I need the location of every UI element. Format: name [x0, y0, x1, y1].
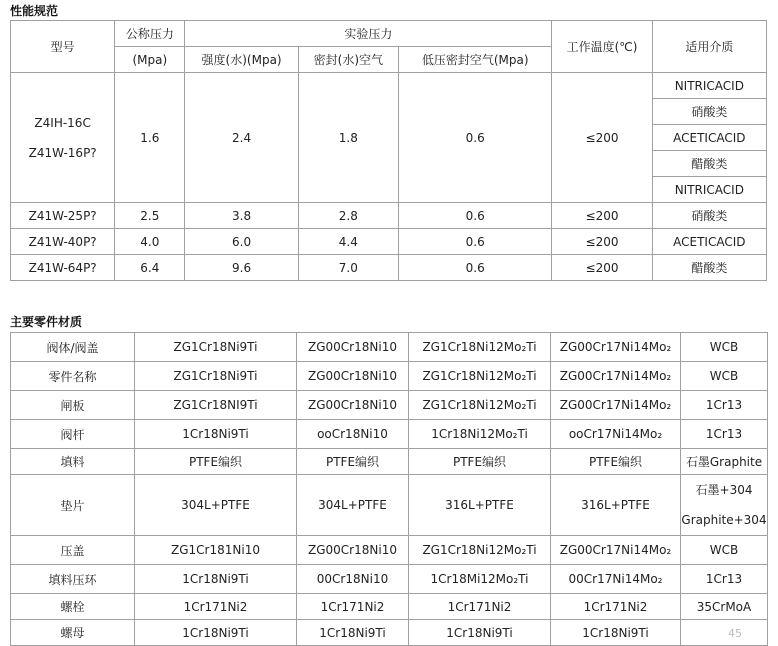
material-alt-line-1: 石墨+304: [695, 483, 753, 497]
parts-table: [10, 332, 768, 646]
table-row: [11, 203, 767, 229]
table-row: [11, 391, 768, 420]
part-name-cell: 螺母: [11, 620, 135, 646]
material-316l-cell: ZG00Cr17Ni14Mo₂: [551, 333, 681, 362]
model-line-2: Z41W-16P?: [28, 145, 97, 160]
material-316l-cell: 1Cr171Ni2: [551, 594, 681, 620]
header-working-temp: 工作温度(℃): [552, 21, 652, 73]
media-cell: ACETICACID: [652, 229, 766, 255]
material-304-cell: ZG1Cr18Ni9Ti: [135, 362, 297, 391]
media-cell: 硝酸类: [652, 99, 766, 125]
material-alt-cell: WCB: [681, 362, 768, 391]
material-316-cell: 1Cr18Ni9Ti: [409, 620, 551, 646]
watermark: 45: [728, 627, 742, 640]
part-name-cell: 零件名称: [11, 362, 135, 391]
material-alt-cell: 1Cr13: [681, 391, 768, 420]
material-316-cell: 1Cr171Ni2: [409, 594, 551, 620]
strength-cell: 9.6: [185, 255, 298, 281]
material-304-cell: 1Cr171Ni2: [135, 594, 297, 620]
material-alt-cell: WCB: [681, 536, 768, 565]
strength-cell: 6.0: [185, 229, 298, 255]
header-seal: 密封(水)空气: [298, 47, 398, 73]
pressure-cell: 4.0: [115, 229, 185, 255]
header-strength: 强度(水)(Mpa): [185, 47, 298, 73]
material-316l-cell: ZG00Cr17Ni14Mo₂: [551, 362, 681, 391]
material-304l-cell: 304L+PTFE: [297, 475, 409, 536]
seal-cell: 1.8: [298, 73, 398, 203]
low-seal-cell: 0.6: [398, 73, 551, 203]
material-304l-cell: ZG00Cr18Ni10: [297, 362, 409, 391]
material-304l-cell: ZG00Cr18Ni10: [297, 333, 409, 362]
media-cell: 硝酸类: [652, 203, 766, 229]
material-316-cell: ZG1Cr18Ni12Mo₂Ti: [409, 333, 551, 362]
low-seal-cell: 0.6: [398, 203, 551, 229]
pressure-cell: 6.4: [115, 255, 185, 281]
model-cell: Z41W-25P?: [11, 203, 115, 229]
temp-cell: ≤200: [552, 203, 652, 229]
material-316-cell: ZG1Cr18Ni12Mo₂Ti: [409, 391, 551, 420]
material-304l-cell: ZG00Cr18Ni10: [297, 536, 409, 565]
material-316l-cell: PTFE编织: [551, 449, 681, 475]
strength-cell: 2.4: [185, 73, 298, 203]
material-304l-cell: 1Cr18Ni9Ti: [297, 620, 409, 646]
header-test-pressure: 实验压力: [185, 21, 552, 47]
material-304l-cell: 00Cr18Ni10: [297, 565, 409, 594]
material-304l-cell: PTFE编织: [297, 449, 409, 475]
material-304-cell: 1Cr18Ni9Ti: [135, 620, 297, 646]
model-cell: Z41W-40P?: [11, 229, 115, 255]
material-alt-cell: WCB: [681, 333, 768, 362]
material-304-cell: ZG1Cr181Ni10: [135, 536, 297, 565]
header-model: 型号: [11, 21, 115, 73]
spec-section-title: 性能规范: [10, 4, 59, 18]
media-cell: ACETICACID: [652, 125, 766, 151]
material-alt-cell: 1Cr13: [681, 420, 768, 449]
material-304l-cell: 1Cr171Ni2: [297, 594, 409, 620]
media-cell: NITRICACID: [652, 177, 766, 203]
material-304-cell: PTFE编织: [135, 449, 297, 475]
material-316-cell: 316L+PTFE: [409, 475, 551, 536]
media-cell: NITRICACID: [652, 73, 766, 99]
table-row: [11, 620, 768, 646]
material-304-cell: 304L+PTFE: [135, 475, 297, 536]
table-row: [11, 475, 768, 536]
table-row: [11, 255, 767, 281]
part-name-cell: 闸板: [11, 391, 135, 420]
material-316-cell: 1Cr18Mi12Mo₂Ti: [409, 565, 551, 594]
media-cell: 醋酸类: [652, 151, 766, 177]
header-nominal-pressure-unit: (Mpa): [115, 47, 185, 73]
material-304-cell: ZG1Cr18NI9Ti: [135, 391, 297, 420]
material-316l-cell: ooCr17Ni14Mo₂: [551, 420, 681, 449]
table-row: [11, 420, 768, 449]
table-row: [11, 229, 767, 255]
material-304-cell: ZG1Cr18Ni9Ti: [135, 333, 297, 362]
material-316l-cell: 316L+PTFE: [551, 475, 681, 536]
material-alt-cell: 1Cr13: [681, 565, 768, 594]
model-line-1: Z4IH-16C: [34, 115, 91, 130]
seal-cell: 7.0: [298, 255, 398, 281]
part-name-cell: 填料压环: [11, 565, 135, 594]
table-row: [11, 449, 768, 475]
material-alt-line-2: Graphite+304: [681, 513, 767, 527]
material-316-cell: PTFE编织: [409, 449, 551, 475]
header-nominal-pressure: 公称压力: [115, 21, 185, 47]
table-row: [11, 362, 768, 391]
part-name-cell: 垫片: [11, 475, 135, 536]
temp-cell: ≤200: [552, 255, 652, 281]
material-304l-cell: ZG00Cr18Ni10: [297, 391, 409, 420]
material-316l-cell: 00Cr17Ni14Mo₂: [551, 565, 681, 594]
material-316-cell: ZG1Cr18Ni12Mo₂Ti: [409, 536, 551, 565]
material-316l-cell: 1Cr18Ni9Ti: [551, 620, 681, 646]
material-alt-cell: [681, 475, 768, 536]
table-row: [11, 333, 768, 362]
model-cell: Z41W-64P?: [11, 255, 115, 281]
material-alt-cell: 石墨Graphite: [681, 449, 768, 475]
header-media: 适用介质: [652, 21, 766, 73]
material-316-cell: ZG1Cr18Ni12Mo₂Ti: [409, 362, 551, 391]
material-304-cell: 1Cr18Ni9Ti: [135, 565, 297, 594]
table-row: [11, 594, 768, 620]
material-alt-cell: 35CrMoA: [681, 594, 768, 620]
material-alt-cell: [681, 620, 768, 646]
table-row: [11, 536, 768, 565]
pressure-cell: 1.6: [115, 73, 185, 203]
material-316l-cell: ZG00Cr17Ni14Mo₂: [551, 536, 681, 565]
part-name-cell: 填料: [11, 449, 135, 475]
parts-section-title: 主要零件材质: [10, 315, 83, 329]
part-name-cell: 阀杆: [11, 420, 135, 449]
header-low-seal: 低压密封空气(Mpa): [398, 47, 551, 73]
seal-cell: 4.4: [298, 229, 398, 255]
table-row: [11, 565, 768, 594]
temp-cell: ≤200: [552, 73, 652, 203]
material-316l-cell: ZG00Cr17Ni14Mo₂: [551, 391, 681, 420]
model-cell: [11, 73, 115, 203]
pressure-cell: 2.5: [115, 203, 185, 229]
temp-cell: ≤200: [552, 229, 652, 255]
part-name-cell: 螺栓: [11, 594, 135, 620]
part-name-cell: 压盖: [11, 536, 135, 565]
low-seal-cell: 0.6: [398, 229, 551, 255]
media-cell: 醋酸类: [652, 255, 766, 281]
material-316-cell: 1Cr18Ni12Mo₂Ti: [409, 420, 551, 449]
material-304-cell: 1Cr18Ni9Ti: [135, 420, 297, 449]
strength-cell: 3.8: [185, 203, 298, 229]
material-304l-cell: ooCr18Ni10: [297, 420, 409, 449]
low-seal-cell: 0.6: [398, 255, 551, 281]
seal-cell: 2.8: [298, 203, 398, 229]
part-name-cell: 阀体/阀盖: [11, 333, 135, 362]
spec-table: [10, 20, 767, 281]
